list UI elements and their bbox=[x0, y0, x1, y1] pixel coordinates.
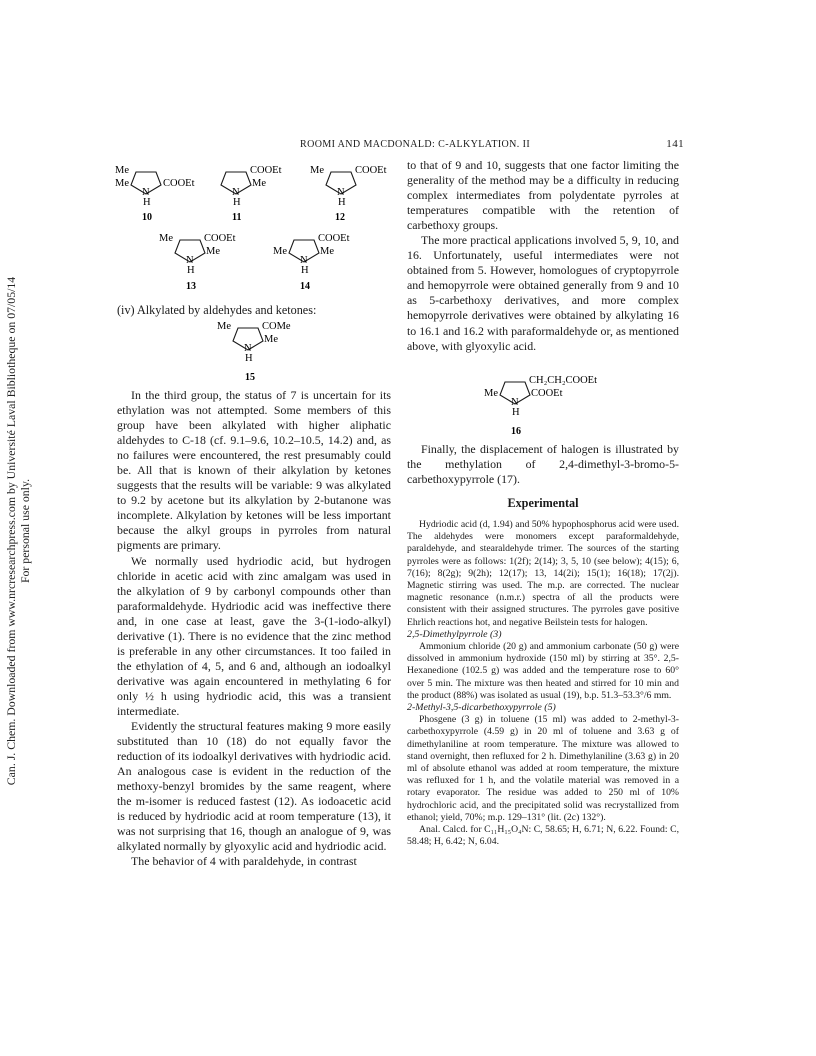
svg-text:N: N bbox=[337, 187, 345, 198]
left-paragraph-1: In the third group, the status of 7 is uncertain for its ethylation was not attempted. Some members of this group have been alkylated with higher aliphatic aldehydes to C-18 (cf. 9.1–9.6, 10.2–10.5, 14.2) and, as no failures were encountered, the rest presumably could be. All that is known of their alkylation by ketones suggests that the results will be variable: 9 was alkylated to 9.2 by acetone but its alkylation by 2-butanone was incomplete. Alkylation by ketones will be less important because the alkyl groups in pyrroles from natural pigments are primary. bbox=[117, 388, 391, 553]
svg-text:H: H bbox=[233, 197, 241, 208]
svg-text:16: 16 bbox=[511, 426, 521, 437]
page-number: 141 bbox=[666, 138, 684, 150]
svg-text:Me: Me bbox=[320, 246, 334, 257]
subsection-text-3: Ammonium chloride (20 g) and ammonium carbonate (50 g) were dissolved in ammonium hydroxide (150 ml) by stirring at 35°. 2,5-Hexanedione (102.5 g) was added and the temperature rose to 60° over 5 min. The mixture was then heated and stirred for 10 min and the product (88%) was isolated as usual (19), b.p. 51.3–53.3°/6 mm. bbox=[407, 641, 679, 701]
right-paragraph-3: Finally, the displacement of halogen is illustrated by the methylation of 2,4-dimethyl-3-bromo-5-carbethoxypyrrole (17). bbox=[407, 442, 679, 487]
svg-text:N: N bbox=[232, 187, 240, 198]
svg-text:14: 14 bbox=[300, 281, 310, 292]
svg-text:Me: Me bbox=[484, 388, 498, 399]
svg-text:Me: Me bbox=[264, 334, 278, 345]
structures-10-14 bbox=[110, 158, 400, 296]
structure-16 bbox=[470, 372, 670, 442]
subsection-title-5: 2-Methyl-3,5-dicarbethoxypyrrole (5) bbox=[407, 702, 556, 714]
right-paragraph-1: to that of 9 and 10, suggests that one factor limiting the generality of the method may be a difficulty in reducing complex intermediates from polydentate pyrroles at temperatures compatible with the retention of carbethoxy groups. bbox=[407, 158, 679, 233]
svg-text:COMe: COMe bbox=[262, 321, 291, 332]
structure-10 bbox=[115, 165, 195, 223]
svg-text:N: N bbox=[511, 397, 519, 408]
side-note-line2: For personal use only. bbox=[18, 478, 32, 584]
svg-text:N: N bbox=[142, 187, 150, 198]
svg-text:H: H bbox=[301, 265, 309, 276]
svg-text:COOEt: COOEt bbox=[204, 233, 236, 244]
svg-text:H: H bbox=[245, 353, 253, 364]
structure-13 bbox=[159, 233, 236, 292]
structure-14 bbox=[273, 233, 350, 292]
svg-text:H: H bbox=[187, 265, 195, 276]
side-note-line1: Can. J. Chem. Downloaded from www.nrcresearchpress.com by Université Laval Bibliotheque on 07/05/14 bbox=[4, 276, 18, 786]
svg-text:12: 12 bbox=[335, 212, 345, 223]
svg-text:CH₂CH₂COOEt: CH₂CH₂COOEt bbox=[529, 375, 597, 386]
svg-text:10: 10 bbox=[142, 212, 152, 223]
svg-text:H: H bbox=[143, 197, 151, 208]
right-paragraph-2: The more practical applications involved 5, 9, 10, and 16. Unfortunately, useful intermediates were not obtained from 5. However, homologues of cryptopyrrole and hemopyrrole were obtained generally from 9 and 10 as 5-carbethoxy derivatives, and more complex hemopyrrole derivatives were obtained by alkylating 16 to 16.1 and 16.2 with paraformaldehyde or, as mentioned above, with glyoxylic acid. bbox=[407, 233, 679, 353]
download-side-note bbox=[4, 251, 32, 811]
svg-text:Me: Me bbox=[159, 233, 173, 244]
experimental-heading: Experimental bbox=[507, 496, 579, 511]
left-paragraph-2: We normally used hydriodic acid, but hydrogen chloride in acetic acid with zinc amalgam was used in the alkylation of 9 by carbonyl compounds other than paraformaldehyde. Hydriodic acid was ineffective there and, in one case at least, gave the 3-(1-iodo-alkyl) derivative (1). There is no evidence that the zinc method is preferable in any other circumstances. It too failed in the ethylation of 4, 5, and 6 and, although an iodoalkyl derivative was again encountered in methylating 6 for only ½ h using hydriodic acid, this was a transient intermediate. bbox=[117, 553, 391, 718]
structure-12 bbox=[310, 165, 387, 223]
experimental-text bbox=[407, 519, 679, 848]
svg-text:Me: Me bbox=[310, 165, 324, 176]
svg-text:11: 11 bbox=[232, 212, 242, 223]
structure-11 bbox=[221, 165, 282, 223]
svg-text:COOEt: COOEt bbox=[531, 388, 563, 399]
svg-text:H: H bbox=[512, 407, 520, 418]
subsection-text-5: Phosgene (3 g) in toluene (15 ml) was added to 2-methyl-3-carbethoxypyrrole (4.59 g) in 20 ml of toluene and 3.63 g of dimethylaniline at room temperature. The mixture was allowed to stand overnight, then refluxed for 2 h. Dimethylaniline (3.63 g) in 20 ml of absolute ethanol was added at room temperature, the mixture was refluxed for 1 h, and the volatile material was removed in a rotary evaporator. The residue was added to 250 ml of 10% hydrochloric acid, and the precipitated solid was recrystallized from ethanol; yield, 70%; m.p. 129–131° (lit. (2c) 132°). bbox=[407, 714, 679, 823]
svg-text:Me: Me bbox=[252, 178, 266, 189]
svg-text:COOEt: COOEt bbox=[318, 233, 350, 244]
svg-text:Me: Me bbox=[206, 246, 220, 257]
svg-text:15: 15 bbox=[245, 372, 255, 383]
left-paragraph-3: Evidently the structural features making 9 more easily substituted than 10 (18) do not equally favor the reduction of its iodoalkyl derivatives with hydriodic acid. An analogous case is evident in the reduction of the methoxy-benzyl bromides by the same reagent, where the m-isomer is reduced fastest (12). As iodoacetic acid is reduced by hydriodic acid at room temperature (13), it was not surprising that 16, though an analogue of 9, was alkylated normally by glyoxylic acid and hydriodic acid. bbox=[117, 719, 391, 854]
experimental-paragraph: Hydriodic acid (d, 1.94) and 50% hypophosphorus acid were used. The aldehydes were monomers except paraformaldehyde, paraldehyde, and stearaldehyde trimer. The sources of the starting pyrroles were as follows: 1(2f); 2(14); 3, 5, 10 (see below); 4(15); 6, 7(16); 8(2g); 9(2h); 12(17); 13, 14(2i); 15(1); 16(18); 17(2j). Magnetic stirring was used. The m.p. are corrected. The nuclear magnetic resonance (n.m.r.) spectra of all the products were consistent with their assigned structures. The pyrroles gave positive Ehrlich reactions hot, and negative Beilstein tests for halogen. bbox=[407, 519, 679, 628]
svg-text:COOEt: COOEt bbox=[355, 165, 387, 176]
iv-heading: (iv) Alkylated by aldehydes and ketones: bbox=[117, 303, 317, 317]
right-column-mid-text bbox=[407, 442, 679, 517]
svg-text:COOEt: COOEt bbox=[163, 178, 195, 189]
left-paragraph-4: The behavior of 4 with paraldehyde, in contrast bbox=[131, 854, 357, 869]
svg-text:13: 13 bbox=[186, 281, 196, 292]
svg-text:Me: Me bbox=[273, 246, 287, 257]
svg-text:Me: Me bbox=[115, 178, 129, 189]
analysis-line: Anal. Calcd. for C₁₁H₁₅O₄N: C, 58.65; H, 6.71; N, 6.22. Found: C, 58.48; H, 6.42; N, 6.04. bbox=[407, 824, 679, 848]
structure-15 bbox=[190, 318, 340, 388]
right-column-top-text bbox=[407, 158, 679, 354]
svg-text:Me: Me bbox=[115, 165, 129, 176]
svg-text:COOEt: COOEt bbox=[250, 165, 282, 176]
svg-text:N: N bbox=[300, 255, 308, 266]
svg-text:H: H bbox=[338, 197, 346, 208]
subsection-title-3: 2,5-Dimethylpyrrole (3) bbox=[407, 628, 502, 640]
svg-text:N: N bbox=[244, 343, 252, 354]
svg-text:N: N bbox=[186, 255, 194, 266]
svg-text:Me: Me bbox=[217, 321, 231, 332]
left-column-text bbox=[117, 388, 391, 870]
running-title: ROOMI AND MACDONALD: C-ALKYLATION. II bbox=[300, 139, 531, 150]
